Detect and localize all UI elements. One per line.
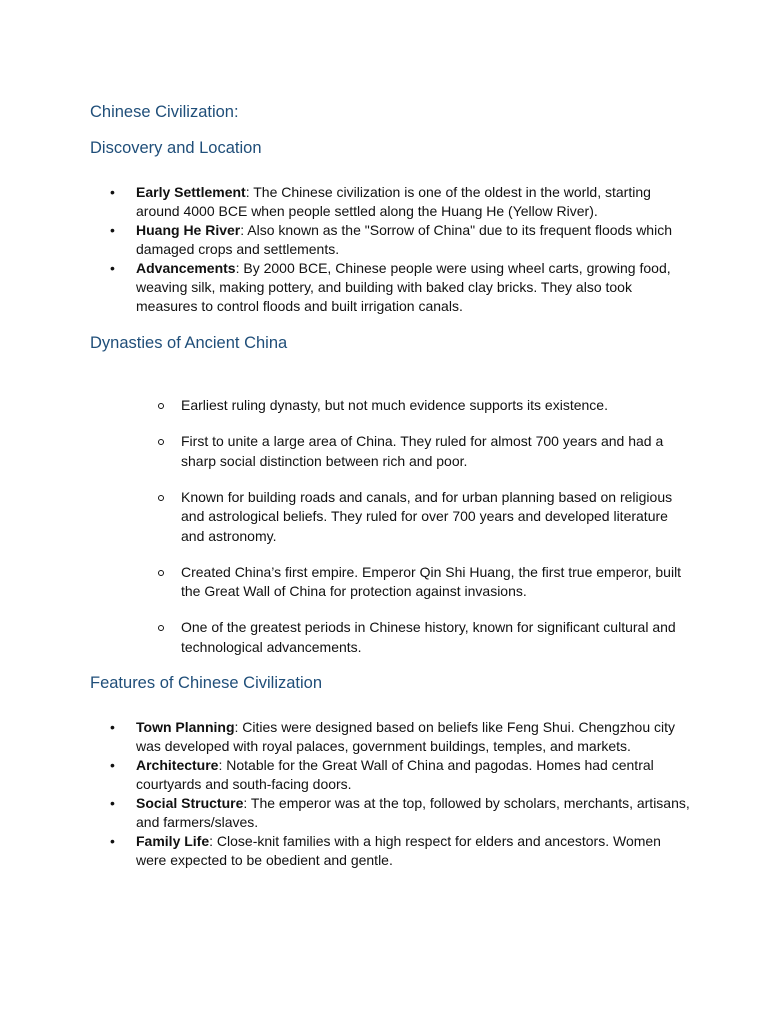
list-item [158,563,688,602]
section-heading-features: Features of Chinese Civilization [90,674,323,692]
dynasties-list [158,396,688,674]
item-term: Advancements [136,260,236,276]
item-term: Family Life [136,833,210,849]
circle-bullet-icon [158,625,164,631]
bullet-icon: • [110,260,115,276]
list-item [110,183,690,221]
list-item [110,718,690,756]
list-item [110,221,690,259]
bullet-icon: • [110,719,115,735]
item-text: First to unite a large area of China. They ruled for almost 700 years and had a sharp social distinction between rich and poor. [181,433,664,469]
circle-bullet-icon [158,570,164,576]
list-item [110,832,690,870]
document-title: Chinese Civilization: [90,103,239,121]
item-term: Huang He River [136,222,241,238]
circle-bullet-icon [158,439,164,445]
item-term: Town Planning [136,719,235,735]
list-item [158,488,688,547]
item-text: : By 2000 BCE, Chinese people were using wheel carts, growing food, weaving silk, making pottery, and building with baked clay bricks. They also took measures to control floods and built irrigation canals. [136,260,671,314]
item-text: : The emperor was at the top, followed by scholars, merchants, artisans, and farmers/slaves. [136,795,690,830]
item-text: : Cities were designed based on beliefs like Feng Shui. Chengzhou city was developed with royal palaces, government buildings, temples, and markets. [136,719,675,754]
item-text: One of the greatest periods in Chinese history, known for significant cultural and technological advancements. [181,619,676,655]
item-text: : Close-knit families with a high respect for elders and ancestors. Women were expected to be obedient and gentle. [136,833,661,868]
item-term: Social Structure [136,795,244,811]
item-text: Earliest ruling dynasty, but not much evidence supports its existence. [181,397,608,413]
features-list [110,718,690,870]
item-text: Known for building roads and canals, and for urban planning based on religious and astrological beliefs. They ruled for over 700 years and developed literature and astronomy. [181,488,673,544]
list-item [158,396,688,416]
bullet-icon: • [110,833,115,849]
list-item [110,259,690,316]
item-text: : Also known as the "Sorrow of China" due to its frequent floods which damaged crops and settlements. [136,222,672,257]
discovery-list [110,183,690,316]
circle-bullet-icon [158,403,164,409]
list-item [110,756,690,794]
list-item [110,794,690,832]
item-text: Created China’s first empire. Emperor Qin Shi Huang, the first true emperor, built the Great Wall of China for protection against invasions. [181,563,682,599]
list-item [158,432,688,471]
item-term: Architecture [136,757,219,773]
bullet-icon: • [110,184,115,200]
item-term: Early Settlement [136,184,246,200]
section-heading-discovery: Discovery and Location [90,139,262,157]
bullet-icon: • [110,757,115,773]
bullet-icon: • [110,795,115,811]
circle-bullet-icon [158,495,164,501]
item-text: : Notable for the Great Wall of China and pagodas. Homes had central courtyards and south-facing doors. [136,757,654,792]
section-heading-dynasties: Dynasties of Ancient China [90,334,288,352]
list-item [158,618,688,657]
item-text: : The Chinese civilization is one of the oldest in the world, starting around 4000 BCE when people settled along the Huang He (Yellow River). [136,184,651,219]
bullet-icon: • [110,222,115,238]
